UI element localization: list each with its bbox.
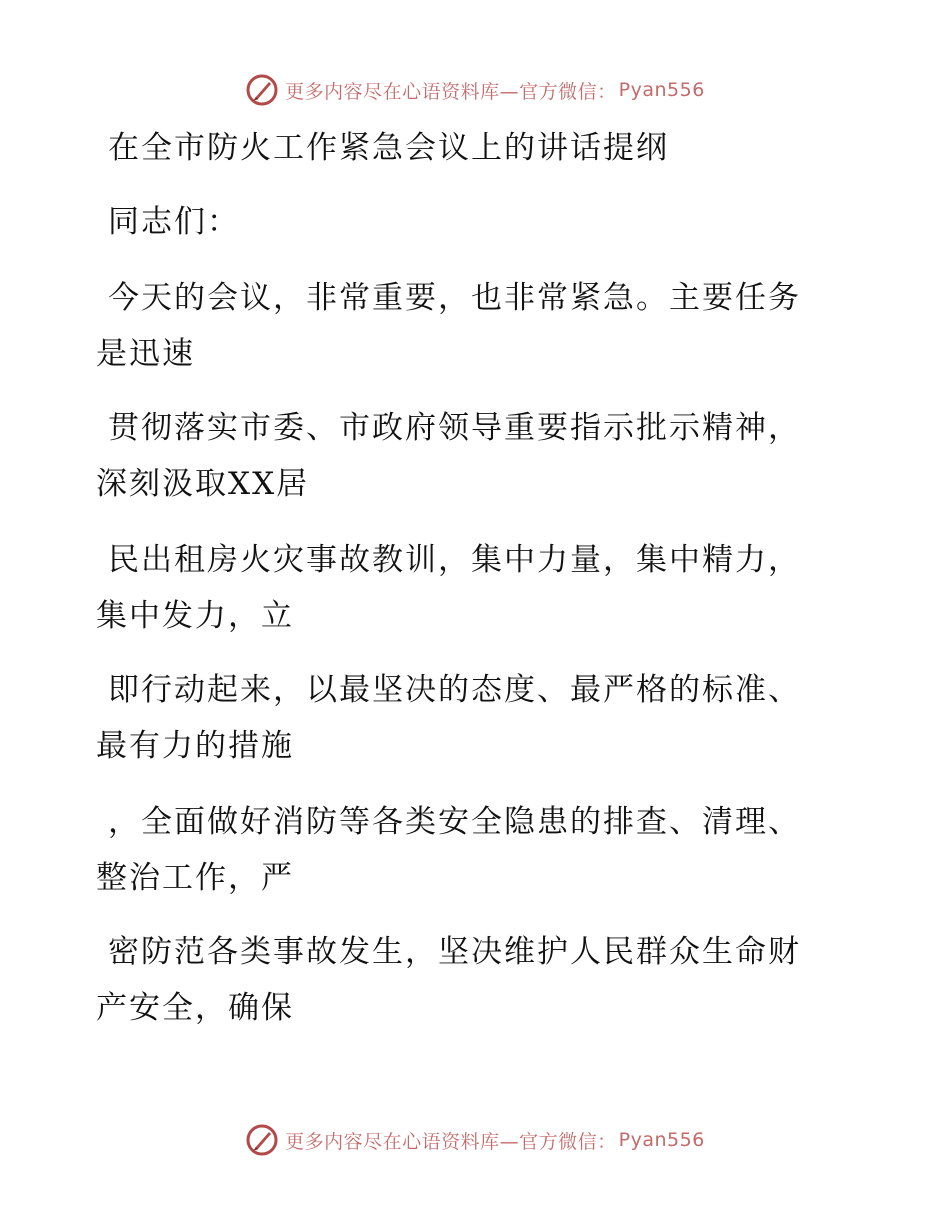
paragraph-line: 产安全，确保 [96, 990, 294, 1026]
paragraph [96, 794, 856, 906]
paragraph-line: 密防范各类事故发生，坚决维护人民群众生命财 [108, 934, 801, 970]
paragraph-line: 集中发力，立 [96, 598, 294, 634]
paragraph [96, 400, 856, 512]
watermark-wechat-id: Pyan556 [618, 79, 705, 101]
paragraph [96, 924, 856, 1036]
paragraph-line: 贯彻落实市委、市政府领导重要指示批示精神， [108, 410, 801, 446]
paragraph-line: 深刻汲取XX居 [96, 466, 310, 502]
paragraph [96, 270, 856, 382]
paragraph-line: 是迅速 [96, 336, 195, 372]
watermark-text: 更多内容尽在心语资料库—官方微信： [285, 80, 617, 103]
watermark-wechat-id: Pyan556 [618, 1129, 705, 1151]
document-title: 在全市防火工作紧急会议上的讲话提纲 [108, 130, 669, 166]
paragraph-line: ，全面做好消防等各类安全隐患的排查、清理、 [108, 804, 801, 840]
paragraph-line: 民出租房火灾事故教训，集中力量，集中精力， [108, 542, 801, 578]
paragraph-line: 整治工作，严 [96, 860, 294, 896]
watermark-text: 更多内容尽在心语资料库—官方微信： [285, 1130, 617, 1153]
paragraph [96, 532, 856, 644]
paragraph [96, 662, 856, 774]
greeting: 同志们： [108, 204, 240, 240]
paragraph-line: 即行动起来，以最坚决的态度、最严格的标准、 [108, 672, 801, 708]
watermark-header [0, 68, 950, 112]
watermark-footer [0, 1118, 950, 1162]
paragraph-line: 最有力的措施 [96, 728, 294, 764]
paragraph-line: 今天的会议，非常重要，也非常紧急。主要任务 [108, 280, 801, 316]
quill-logo-icon [245, 1123, 279, 1157]
quill-logo-icon [245, 73, 279, 107]
